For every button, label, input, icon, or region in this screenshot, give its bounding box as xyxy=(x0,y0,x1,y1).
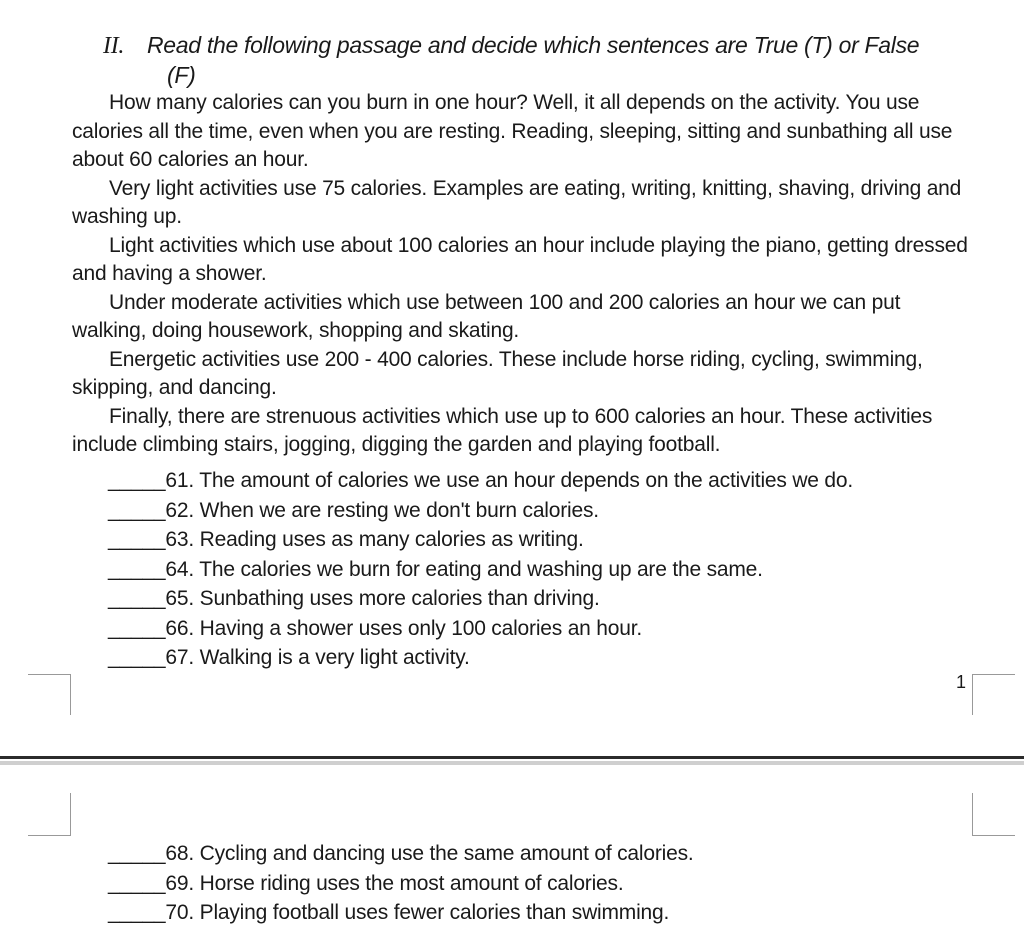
page-break-divider xyxy=(0,756,1024,759)
question-item xyxy=(108,555,988,585)
answer-blank[interactable]: _____ xyxy=(108,469,166,492)
answer-blank[interactable]: _____ xyxy=(108,498,166,522)
answer-blank[interactable]: _____ xyxy=(108,528,166,551)
page-corner-mark xyxy=(972,674,1015,715)
answer-blank[interactable]: _____ xyxy=(108,616,166,640)
page-corner-mark xyxy=(972,793,1015,836)
question-text: 63. Reading uses as many calories as writing. xyxy=(165,528,584,551)
passage-paragraph: Energetic activities use 200 - 400 calories. These include horse riding, cycling, swimming, skipping, and dancing. xyxy=(72,347,923,399)
question-text: 70. Playing football uses fewer calories than swimming. xyxy=(165,901,670,924)
page-corner-mark xyxy=(28,793,71,836)
exercise-heading xyxy=(103,31,983,90)
question-item xyxy=(108,466,988,496)
question-item xyxy=(108,839,988,869)
question-item xyxy=(108,614,988,644)
heading-line-1: Read the following passage and decide which sentences are True (T) or False xyxy=(147,32,920,58)
passage-paragraph: Finally, there are strenuous activities which use up to 600 calories an hour. These activities include climbing stairs, jogging, digging the garden and playing football. xyxy=(72,404,933,456)
answer-blank[interactable]: _____ xyxy=(108,557,166,581)
section-number: II. xyxy=(103,33,125,59)
question-item xyxy=(108,643,988,673)
question-item xyxy=(108,584,988,614)
passage-paragraph: Light activities which use about 100 calories an hour include playing the piano, getting dressed and having a shower. xyxy=(72,233,968,285)
question-text: 66. Having a shower uses only 100 calories an hour. xyxy=(165,616,643,640)
answer-blank[interactable]: _____ xyxy=(108,646,166,669)
question-list-page-2 xyxy=(108,839,988,928)
passage-paragraph: Under moderate activities which use between 100 and 200 calories an hour we can put walking, doing housework, shopping and skating. xyxy=(72,290,901,342)
page-corner-mark xyxy=(28,674,71,715)
answer-blank[interactable]: _____ xyxy=(108,901,166,924)
question-text: 69. Horse riding uses the most amount of calories. xyxy=(165,871,624,895)
question-list-page-1 xyxy=(108,466,988,673)
answer-blank[interactable]: _____ xyxy=(108,587,166,610)
page-break-shadow xyxy=(0,761,1024,765)
page-number: 1 xyxy=(956,672,967,692)
passage-paragraph: How many calories can you burn in one hour? Well, it all depends on the activity. You use calories all the time, even when you are resting. Reading, sleeping, sitting and sunbathing all use about 60 calories an hour. xyxy=(72,91,953,171)
question-text: 67. Walking is a very light activity. xyxy=(165,646,470,669)
answer-blank[interactable]: _____ xyxy=(108,842,166,865)
question-text: 64. The calories we burn for eating and washing up are the same. xyxy=(165,557,763,581)
answer-blank[interactable]: _____ xyxy=(108,871,166,895)
question-text: 68. Cycling and dancing use the same amount of calories. xyxy=(165,842,694,865)
question-item xyxy=(108,869,988,899)
question-item xyxy=(108,898,988,928)
reading-passage xyxy=(72,89,972,460)
passage-paragraph: Very light activities use 75 calories. Examples are eating, writing, knitting, shaving, driving and washing up. xyxy=(72,176,962,228)
question-text: 62. When we are resting we don't burn calories. xyxy=(165,498,599,522)
question-item xyxy=(108,525,988,555)
question-text: 65. Sunbathing uses more calories than driving. xyxy=(165,587,600,610)
question-text: 61. The amount of calories we use an hour depends on the activities we do. xyxy=(165,469,853,492)
question-item xyxy=(108,496,988,526)
heading-line-2: (F) xyxy=(167,62,196,88)
